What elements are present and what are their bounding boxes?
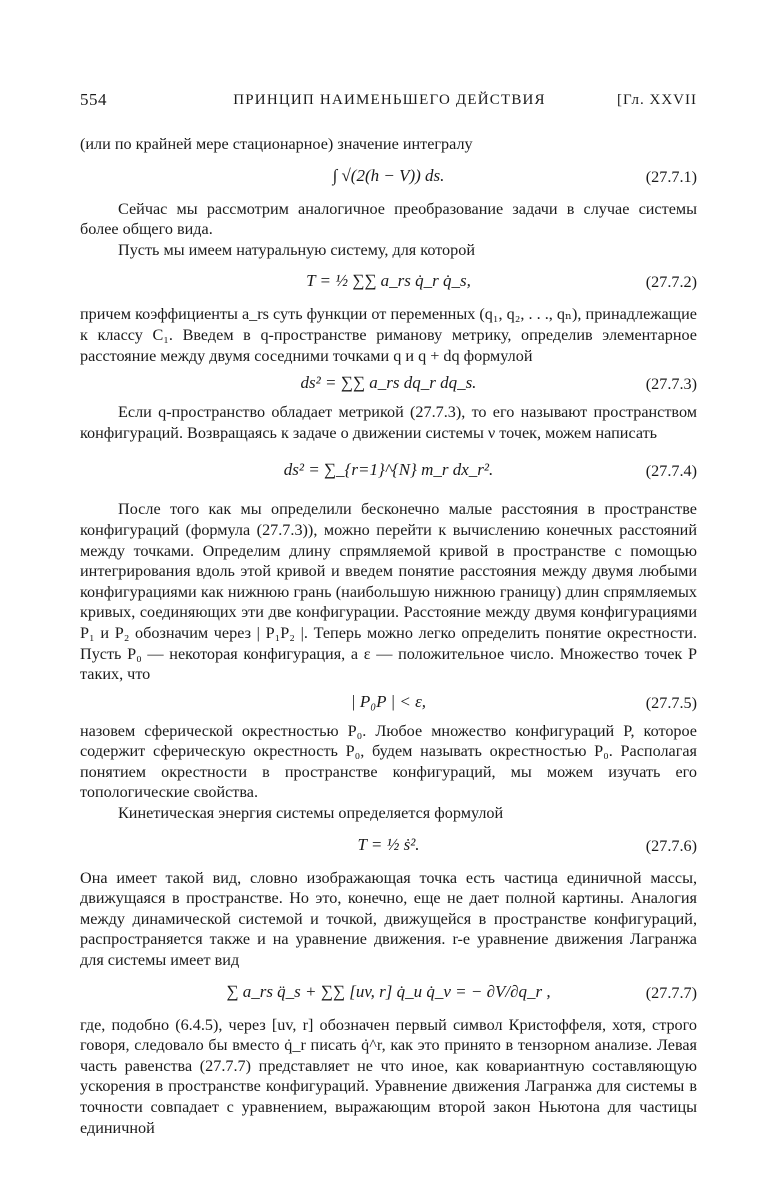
equation-number: (27.7.2) bbox=[645, 273, 697, 292]
paragraph: причем коэффициенты a_rs суть функции от переменных (q₁, q₂, . . ., qₙ), принадлежащие к классу C₁. Введем в q-пространстве риманову метрику, определив элементарное расстояние между двумя соседними точками q и q + dq формулой bbox=[80, 305, 697, 365]
equation-formula: ds² = ∑_{r=1}^{N} m_r dx_r². bbox=[283, 460, 494, 480]
paragraph: Сейчас мы рассмотрим аналогичное преобразование задачи в случае системы более общего вида. bbox=[80, 199, 697, 239]
equation-27-7-6 bbox=[80, 827, 697, 865]
equation-27-7-7 bbox=[80, 974, 697, 1012]
paragraph: Кинетическая энергия системы определяется формулой bbox=[118, 804, 504, 823]
equation-formula: T = ½ ∑∑ a_rs q̇_r q̇_s, bbox=[306, 271, 471, 291]
paragraph: где, подобно (6.4.5), через [uv, r] обозначен первый символ Кристоффеля, хотя, строго говоря, следовало бы вместо q̇_r писать q̇^r, как это принято в тензорном анализе. Левая часть равенства (27.7.7) представляет не что иное, как ковариантную составляющую ускорения в пространстве конфигураций. Уравнение движения Лагранжа для системы в точности совпадает с уравнением, выражающим второй закон Ньютона для частицы единичной bbox=[80, 1015, 697, 1137]
equation-number: (27.7.7) bbox=[645, 983, 697, 1002]
paragraph: назовем сферической окрестностью P₀. Любое множество конфигураций P, которое содержит сферическую окрестность P₀, будем называть окрестностью P₀. Располагая понятием окрестности в пространстве конфигураций, мы можем изучать его топологические свойства. bbox=[80, 721, 697, 802]
page-number: 554 bbox=[80, 90, 107, 109]
equation-27-7-2 bbox=[80, 263, 697, 301]
equation-number: (27.7.1) bbox=[645, 167, 697, 186]
equation-27-7-3 bbox=[80, 369, 697, 399]
equation-number: (27.7.5) bbox=[645, 693, 697, 712]
equation-number: (27.7.6) bbox=[645, 836, 697, 855]
equation-formula: | P₀P | < ε, bbox=[350, 691, 427, 711]
paragraph: После того как мы определили бесконечно малые расстояния в пространстве конфигураций (формула (27.7.3)), можно перейти к вычислению конечных расстояний между точками. Определим длину спрямляемой кривой в пространстве с помощью интегрирования вдоль этой кривой и введем понятие расстояния между двумя любыми конфигурациями как нижнюю грань (наибольшую нижнюю границу) длин спрямляемых кривых, соединяющих эти две конфигурации. Расстояние между двумя конфигурациями P₁ и P₂ обозначим через | P₁P₂ |. Теперь можно легко определить понятие окрестности. Пусть P₀ — некоторая конфигурация, а ε — положительное число. Множество точек P таких, что bbox=[80, 500, 697, 684]
equation-27-7-5 bbox=[80, 688, 697, 718]
paragraph: (или по крайней мере стационарное) значение интегралу bbox=[80, 135, 473, 153]
running-title: ПРИНЦИП НАИМЕНЬШЕГО ДЕЙСТВИЯ bbox=[233, 92, 546, 108]
equation-number: (27.7.3) bbox=[645, 375, 697, 394]
equation-formula: ∫ √(2(h − V)) ds. bbox=[332, 165, 445, 185]
equation-formula: ∑ a_rs q̈_s + ∑∑ [uv, r] q̇_u q̇_v = − ∂V/∂q_r , bbox=[226, 981, 551, 1001]
equation-27-7-4 bbox=[80, 446, 697, 496]
paragraph: Она имеет такой вид, словно изображающая точка есть частица единичной массы, движущаяся в пространстве. Но это, конечно, еще не дает полной картины. Аналогия между динамической системой и точкой, движущейся в пространстве конфигураций, распространяется также и на уравнение движения. r-е уравнение движения Лагранжа для системы имеет вид bbox=[80, 868, 697, 970]
chapter-label: [Гл. XXVII bbox=[616, 92, 697, 108]
equation-formula: T = ½ ṡ². bbox=[357, 834, 420, 854]
equation-27-7-1 bbox=[80, 158, 697, 196]
equation-number: (27.7.4) bbox=[645, 462, 697, 481]
equation-formula: ds² = ∑∑ a_rs dq_r dq_s. bbox=[300, 373, 477, 393]
paragraph: Пусть мы имеем натуральную систему, для которой bbox=[118, 240, 475, 259]
paragraph: Если q-пространство обладает метрикой (27.7.3), то его называют пространством конфигураций. Возвращаясь к задаче о движении системы ν точек, можем написать bbox=[80, 403, 697, 442]
page-body bbox=[80, 134, 697, 1138]
